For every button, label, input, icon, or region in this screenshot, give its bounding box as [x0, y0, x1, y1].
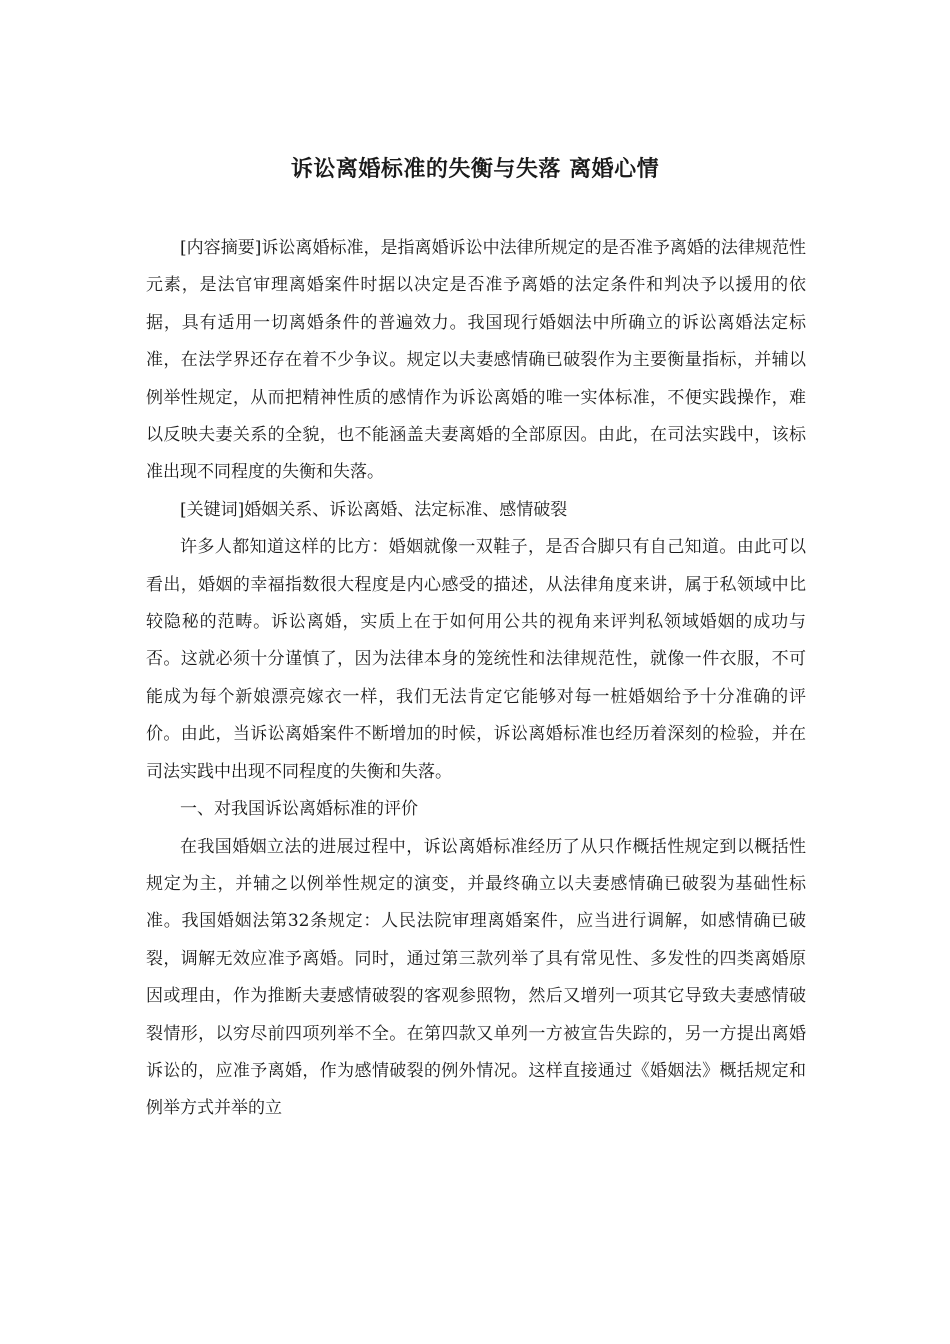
intro-paragraph: 许多人都知道这样的比方：婚姻就像一双鞋子，是否合脚只有自己知道。由此可以看出，婚姻的幸福指数很大程度是内心感受的描述，从法律角度来讲，属于私领域中比较隐秘的范畴。诉讼离婚，实质上在于如何用公共的视角来评判私领域婚姻的成功与否。这就必须十分谨慎了，因为法律本身的笼统性和法律规范性，就像一件衣服，不可能成为每个新娘漂亮嫁衣一样，我们无法肯定它能够对每一桩婚姻给予十分准确的评价。由此，当诉讼离婚案件不断增加的时候，诉讼离婚标准也经历着深刻的检验，并在司法实践中出现不同程度的失衡和失落。: [146, 537, 806, 782]
document-title: 诉讼离婚标准的失衡与失落 离婚心情: [290, 157, 660, 182]
keywords-paragraph: [关键词]婚姻关系、诉讼离婚、法定标准、感情破裂: [180, 499, 568, 520]
section-paragraph: 在我国婚姻立法的进展过程中，诉讼离婚标准经历了从只作概括性规定到以概括性规定为主，并辅之以例举性规定的演变，并最终确立以夫妻感情确已破裂为基础性标准。我国婚姻法第32条规定：人民法院审理离婚案件，应当进行调解，如感情确已破裂，调解无效应准予离婚。同时，通过第三款列举了具有常见性、多发性的四类离婚原因或理由，作为推断夫妻感情破裂的客观参照物，然后又增列一项其它导致夫妻感情破裂情形，以穷尽前四项列举不全。在第四款又单列一方被宣告失踪的，另一方提出离婚诉讼的，应准予离婚，作为感情破裂的例外情况。这样直接通过《婚姻法》概括规定和例举方式并举的立: [146, 836, 806, 1119]
document-body: [146, 230, 806, 1128]
abstract-paragraph: [内容摘要]诉讼离婚标准，是指离婚诉讼中法律所规定的是否准予离婚的法律规范性元素，是法官审理离婚案件时据以决定是否准予离婚的法定条件和判决予以援用的依据，具有适用一切离婚条件的普遍效力。我国现行婚姻法中所确立的诉讼离婚法定标准，在法学界还存在着不少争议。规定以夫妻感情确已破裂作为主要衡量指标，并辅以例举性规定，从而把精神性质的感情作为诉讼离婚的唯一实体标准，不便实践操作，难以反映夫妻关系的全貌，也不能涵盖夫妻离婚的全部原因。由此，在司法实践中，该标准出现不同程度的失衡和失落。: [146, 238, 806, 483]
section-heading: 一、对我国诉讼离婚标准的评价: [180, 799, 418, 820]
